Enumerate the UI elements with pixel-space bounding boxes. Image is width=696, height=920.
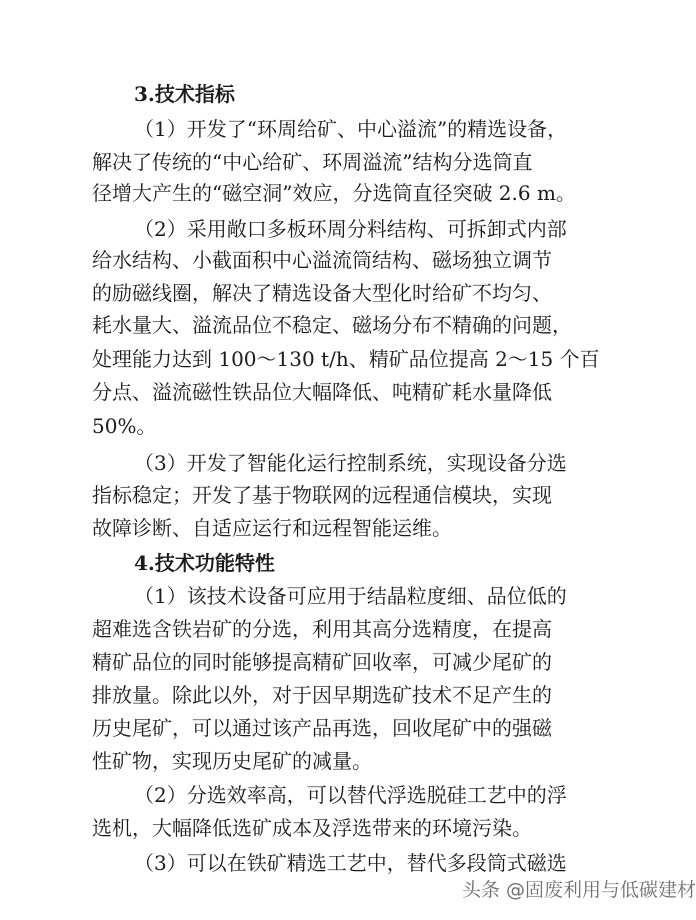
paragraph-line: （3）可以在铁矿精选工艺中，替代多段筒式磁选 [134, 851, 567, 875]
paragraph-line: 处理能力达到 100～130 t/h、精矿品位提高 2～15 个百 [92, 347, 600, 371]
paragraph-line: 性矿物，实现历史尾矿的减量。 [92, 749, 372, 773]
paragraph-line: （3）开发了智能化运行控制系统，实现设备分选 [134, 451, 567, 475]
paragraph-line: 分点、溢流磁性铁品位大幅降低、吨精矿耗水量降低 [92, 380, 552, 404]
paragraph-line: （2）分选效率高，可以替代浮选脱硅工艺中的浮 [134, 783, 567, 807]
paragraph-line: 选机，大幅降低选矿成本及浮选带来的环境污染。 [92, 816, 532, 840]
paragraph-line: （2）采用敞口多板环周分料结构、可拆卸式内部 [134, 217, 567, 241]
paragraph-line: 超难选含铁岩矿的分选，利用其高分选精度，在提高 [92, 617, 552, 641]
paragraph-line: （1）该技术设备可应用于结晶粒度细、品位低的 [134, 584, 567, 608]
paragraph-line: 径增大产生的“磁空洞”效应，分选筒直径突破 2.6 m。 [92, 181, 576, 205]
paragraph-line: （1）开发了“环周给矿、中心溢流”的精选设备， [134, 117, 568, 141]
section-heading-technical-indicators: 3.技术指标 [134, 82, 235, 106]
paragraph-line: 精矿品位的同时能够提高精矿回收率，可减少尾矿的 [92, 650, 552, 674]
source-watermark: 头条 @固废利用与低碳建材 [462, 879, 696, 901]
section-heading-functional-features: 4.技术功能特性 [134, 551, 275, 575]
paragraph-line: 故障诊断、自适应运行和远程智能运维。 [92, 516, 452, 540]
paragraph-line: 50%。 [92, 414, 157, 438]
paragraph-line: 排放量。除此以外，对于因早期选矿技术不足产生的 [92, 683, 552, 707]
paragraph-line: 的励磁线圈，解决了精选设备大型化时给矿不均匀、 [92, 281, 552, 305]
paragraph-line: 解决了传统的“中心给矿、环周溢流”结构分选筒直 [92, 150, 533, 174]
paragraph-line: 耗水量大、溢流品位不稳定、磁场分布不精确的问题， [92, 313, 572, 337]
paragraph-line: 指标稳定；开发了基于物联网的远程通信模块，实现 [92, 483, 552, 507]
paragraph-line: 历史尾矿，可以通过该产品再选，回收尾矿中的强磁 [92, 716, 552, 740]
paragraph-line: 给水结构、小截面积中心溢流筒结构、磁场独立调节 [92, 248, 552, 272]
